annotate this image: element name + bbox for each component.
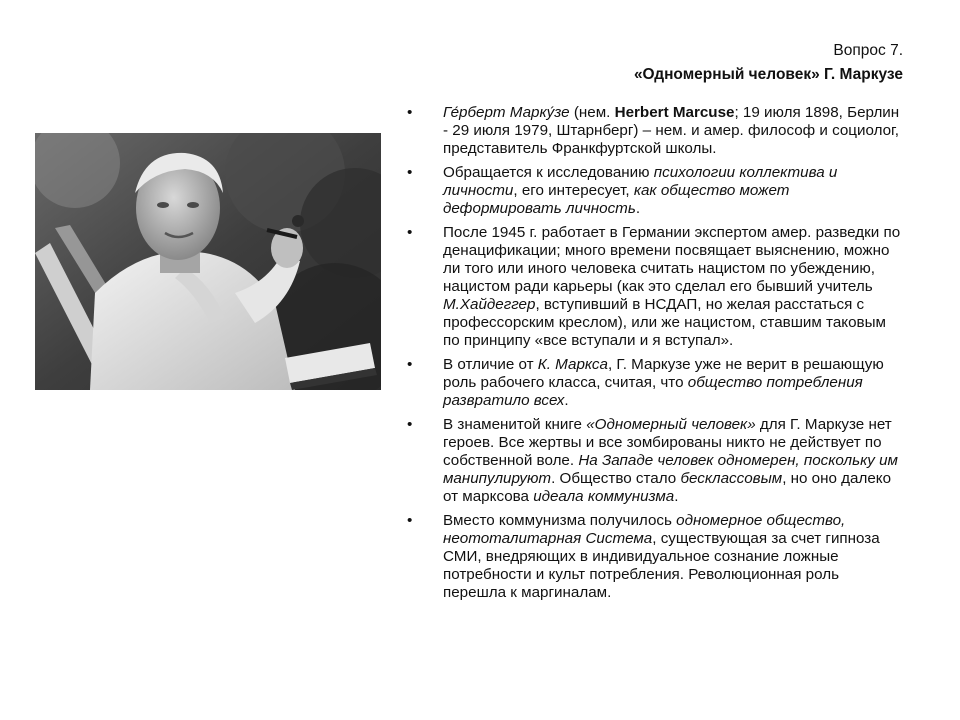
emphasized-text: К. Маркса [537, 356, 608, 373]
bullet-text: Вместо коммунизма получилось [443, 512, 677, 529]
bullet-text: , существующая за счет гипноза СМИ, внедряющих в индивидуальное сознание ложные потребности и культ потребления. Революционная роль перешла к маргиналам. [443, 530, 880, 601]
bullet-marker: • [407, 224, 413, 241]
bullet-item [404, 416, 904, 506]
bullet-marker: • [407, 512, 413, 529]
bullet-text: . [635, 200, 641, 217]
slide-title: «Одномерный человек» Г. Маркузе [633, 66, 903, 83]
bullet-item [404, 164, 904, 218]
emphasized-text: общество потребления развратило всех [443, 374, 863, 409]
emphasized-text: Ге́рберт Марку́зе [443, 104, 570, 121]
bullet-text: (нем. [569, 104, 615, 121]
bullet-list [404, 104, 904, 608]
bullet-text: . Общество стало [551, 470, 681, 487]
bullet-text: , Г. Маркузе уже не верит в решающую роль рабочего класса, считая, что [443, 356, 884, 391]
bullet-text: В отличие от [443, 356, 538, 373]
bullet-text: В знаменитой книге [443, 416, 587, 433]
emphasized-text: психологии коллектива и личности [443, 164, 838, 199]
emphasized-text: бесклассовым [680, 470, 783, 487]
bullet-item [404, 224, 904, 350]
portrait-photo [35, 133, 381, 390]
bullet-marker: • [407, 104, 413, 121]
bullet-item [404, 356, 904, 410]
emphasized-text: идеала коммунизма [533, 488, 675, 505]
emphasized-text: На Западе человек одномерен, поскольку им манипулируют [443, 452, 898, 487]
emphasized-text: одномерное общество, неототалитарная Система [443, 512, 846, 547]
bullet-text: . [564, 392, 569, 409]
bullet-text: , его интересует, [513, 182, 634, 199]
portrait-photo-icon [35, 133, 381, 390]
bullet-text: После 1945 г. работает в Германии экспертом амер. разведки по денацификации; много времени посвящает выяснению, можно ли того или иного человека считать нацистом по убеждению, нацистом ради карьеры (как это сделал его бывший учитель [443, 224, 901, 295]
bullet-marker: • [407, 356, 413, 373]
bullet-text: ; 19 июля 1898, Берлин - 29 июля 1979, Штарнберг) – нем. и амер. философ и социолог, представитель Франкфуртской школы. [443, 104, 900, 157]
emphasized-text: как общество может деформировать личность [443, 182, 790, 217]
bullet-text: , но оно далеко от марксова [443, 470, 892, 505]
bullet-marker: • [407, 416, 413, 433]
bullet-text: . [674, 488, 679, 505]
bullet-text: , вступивший в НСДАП, но желая расстаться с профессорским креслом), или же нацистом, ставшим таковым по принципу «все вступали и я вступал». [443, 296, 886, 349]
bullet-item [404, 512, 904, 602]
emphasized-text: «Одномерный человек» [586, 416, 756, 433]
bullet-item [404, 104, 904, 158]
slide-heading [634, 40, 903, 85]
bullet-marker: • [407, 164, 413, 181]
emphasized-text: М.Хайдеггер [443, 296, 536, 313]
question-number: Вопрос 7. [833, 42, 903, 59]
bullet-text: для Г. Маркузе нет героев. Все жертвы и все зомбированы никто не действует по собственной воле. [443, 416, 892, 469]
bold-text: Herbert Marcuse [614, 104, 735, 121]
bullet-text: Обращается к исследованию [443, 164, 654, 181]
